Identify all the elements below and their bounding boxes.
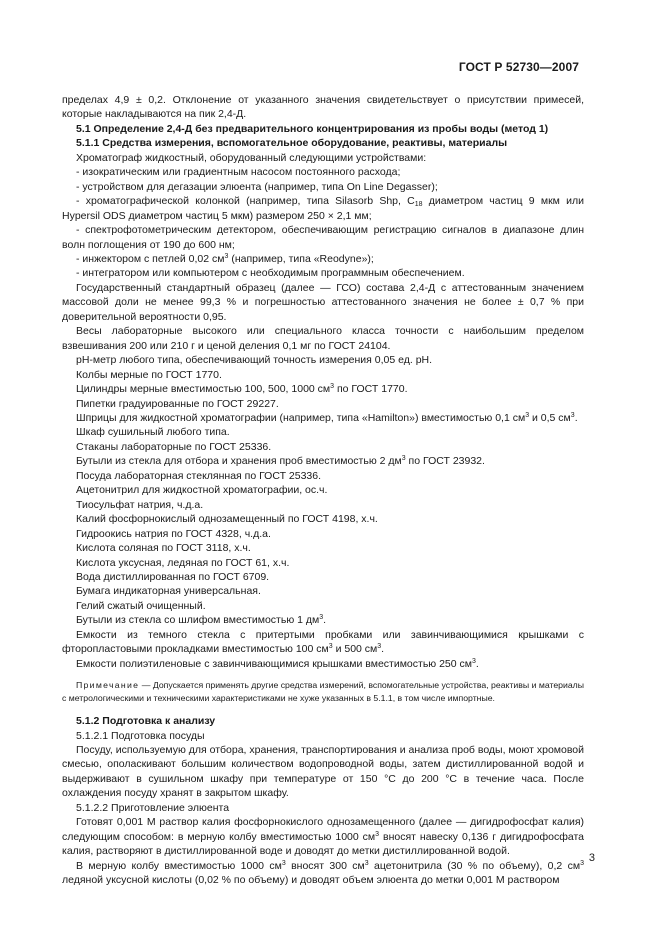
- text: - хроматографической колонкой (например, типа Silasorb Shp, C: [76, 195, 415, 208]
- text: вносят навеску 0,136 г дигидрофосфата калия, растворяют в дистиллированной воде и доводят до метки дистиллированной водой.: [62, 830, 584, 858]
- paragraph: Гелий сжатый очищенный.: [76, 599, 206, 612]
- paragraph: [62, 628, 584, 657]
- paragraph: Вода дистиллированная по ГОСТ 6709.: [76, 570, 270, 583]
- paragraph: pH-метр любого типа, обеспечивающий точность измерения 0,05 ед. pH.: [76, 354, 433, 367]
- text: и 500 см: [332, 643, 378, 656]
- paragraph: Кислота уксусная, ледяная по ГОСТ 61, х.ч.: [76, 556, 290, 569]
- paragraph: Колбы мерные по ГОСТ 1770.: [76, 368, 222, 381]
- text: Бутыли из стекла со шлифом вместимостью 1 дм: [76, 614, 320, 627]
- section-heading-5-1: 5.1 Определение 2,4-Д без предварительного концентрирования из пробы воды (метод 1): [76, 122, 549, 135]
- text: ацетонитрила (30 % по объему), 0,2 см: [368, 859, 581, 872]
- superscript: 3: [224, 252, 229, 260]
- superscript: 3: [330, 383, 335, 391]
- paragraph: Гидроокись натрия по ГОСТ 4328, ч.д.а.: [76, 527, 271, 540]
- text: и 0,5 см: [529, 411, 571, 424]
- superscript: 3: [375, 830, 380, 838]
- text: Емкости полиэтиленовые с завинчивающимися крышками вместимостью 250 см: [76, 657, 473, 670]
- superscript: 3: [580, 859, 584, 867]
- section-heading-5-1-2-2: 5.1.2.2 Приготовление элюента: [76, 801, 230, 814]
- superscript: 3: [281, 859, 286, 867]
- text: Бутыли из стекла для отбора и хранения проб вместимостью 2 дм: [76, 455, 402, 468]
- text: Готовят 0,001 М раствор калия фосфорнокислого однозамещенного (далее — дигидрофосфат калия) следующим способом: в мерную колбу вместимостью 1000 см: [62, 816, 584, 843]
- text: .: [574, 411, 578, 424]
- list-item: - устройством для дегазации элюента (например, типа On Line Degasser);: [76, 180, 438, 193]
- paragraph: Шкаф сушильный любого типа.: [76, 426, 230, 439]
- text: по ГОСТ 23932.: [405, 455, 485, 468]
- paragraph: Пипетки градуированные по ГОСТ 29227.: [76, 397, 279, 410]
- text: Емкости из темного стекла с притертыми пробками или завинчивающимися крышками с фторопластовыми прокладками вместимостью 100 см: [62, 628, 584, 656]
- text: вносят 300 см: [285, 859, 365, 872]
- superscript: 3: [525, 411, 530, 419]
- list-item: [62, 252, 584, 266]
- note-label: Примечание: [76, 680, 140, 691]
- paragraph: Государственный стандартный образец (далее — ГСО) состава 2,4-Д с аттестованным значением массовой доли не менее 99,3 % и погрешностью аттестованного значения не более ± 0,7 % при доверительной вероятности 0,95.: [62, 281, 584, 323]
- paragraph: пределах 4,9 ± 0,2. Отклонение от указанного значения свидетельствует о присутствии примесей, которые накладываются на пик 2,4-Д.: [62, 94, 584, 121]
- section-heading-5-1-2: 5.1.2 Подготовка к анализу: [76, 715, 216, 728]
- paragraph: Кислота соляная по ГОСТ 3118, х.ч.: [76, 542, 251, 555]
- text: В мерную колбу вместимостью 1000 см: [76, 859, 282, 872]
- superscript: 3: [364, 859, 369, 867]
- superscript: 3: [401, 455, 406, 463]
- list-item: - интегратором или компьютером с необходимым программным обеспечением.: [76, 267, 465, 280]
- superscript: 3: [570, 411, 575, 419]
- superscript: 3: [377, 643, 382, 651]
- superscript: 3: [472, 657, 476, 665]
- text: .: [323, 614, 327, 627]
- paragraph: [62, 411, 584, 425]
- paragraph: Весы лабораторные высокого или специального класса точности с наибольшим пределом взвешивания 200 или 210 г и ценой деления 0,1 мг по ГОСТ 24104.: [62, 325, 584, 352]
- paragraph: Бумага индикаторная универсальная.: [76, 585, 261, 598]
- text: - инжектором с петлей 0,02 см: [76, 252, 225, 265]
- subscript: 18: [414, 201, 423, 209]
- superscript: 3: [328, 643, 333, 651]
- paragraph: [62, 454, 584, 468]
- document-code: ГОСТ Р 52730—2007: [458, 60, 579, 74]
- list-item: [62, 194, 584, 223]
- text: диаметром частиц 9 мкм или Hypersil ODS диаметром частиц 5 мкм) размером 250 × 2,1 мм;: [62, 195, 585, 222]
- paragraph: [62, 657, 584, 671]
- paragraph: [62, 613, 584, 627]
- section-heading-5-1-1: 5.1.1 Средства измерения, вспомогательное оборудование, реактивы, материалы: [76, 137, 508, 150]
- paragraph: Посуду, используемую для отбора, хранения, транспортирования и анализа проб воды, моют хромовой смесью, ополаскивают большим количеством водопроводной воды, затем дистиллированной водой и выдерживают в сушильном шкафу при температуре от 150 °С до 200 °С в течение часа. После охлаждения посуду хранят в закрытом шкафу.: [62, 744, 585, 800]
- text: .: [475, 657, 479, 670]
- paragraph: [62, 859, 584, 888]
- paragraph: Посуда лабораторная стеклянная по ГОСТ 25336.: [76, 469, 322, 482]
- paragraph: Хроматограф жидкостный, оборудованный следующими устройствами:: [76, 151, 427, 164]
- text: Шприцы для жидкостной хроматографии (например, типа «Hamilton») вместимостью 0,1 см: [76, 411, 526, 424]
- paragraph: Ацетонитрил для жидкостной хроматографии, ос.ч.: [76, 484, 328, 497]
- paragraph: [62, 815, 584, 858]
- list-item: - изократическим или градиентным насосом постоянного расхода;: [76, 166, 401, 179]
- paragraph: Тиосульфат натрия, ч.д.а.: [76, 498, 204, 511]
- section-heading-5-1-2-1: 5.1.2.1 Подготовка посуды: [76, 729, 205, 742]
- text: (например, типа «Reodyne»);: [228, 252, 374, 265]
- note: [62, 679, 584, 704]
- text: ледяной уксусной кислоты (0,02 % по объему) и доводят объем элюента до метки 0,001 М раствором: [62, 874, 560, 887]
- page-content: [62, 93, 584, 888]
- text: по ГОСТ 1770.: [334, 383, 408, 396]
- paragraph: [62, 382, 584, 396]
- text: .: [381, 643, 385, 656]
- note-text: — Допускается применять другие средства измерений, вспомогательные устройства, реактивы и материалы с метрологическими и техническими характеристиками не хуже указанных в 5.1.1, в том числе импортные.: [62, 680, 584, 703]
- superscript: 3: [319, 614, 324, 622]
- paragraph: Калий фосфорнокислый однозамещенный по ГОСТ 4198, х.ч.: [76, 513, 378, 526]
- text: Цилиндры мерные вместимостью 100, 500, 1000 см: [76, 383, 331, 396]
- page-number: 3: [588, 852, 595, 864]
- paragraph: Стаканы лабораторные по ГОСТ 25336.: [76, 440, 272, 453]
- list-item: - спектрофотометрическим детектором, обеспечивающим регистрацию сигналов в диапазоне длин волн поглощения от 190 до 600 нм;: [62, 224, 584, 251]
